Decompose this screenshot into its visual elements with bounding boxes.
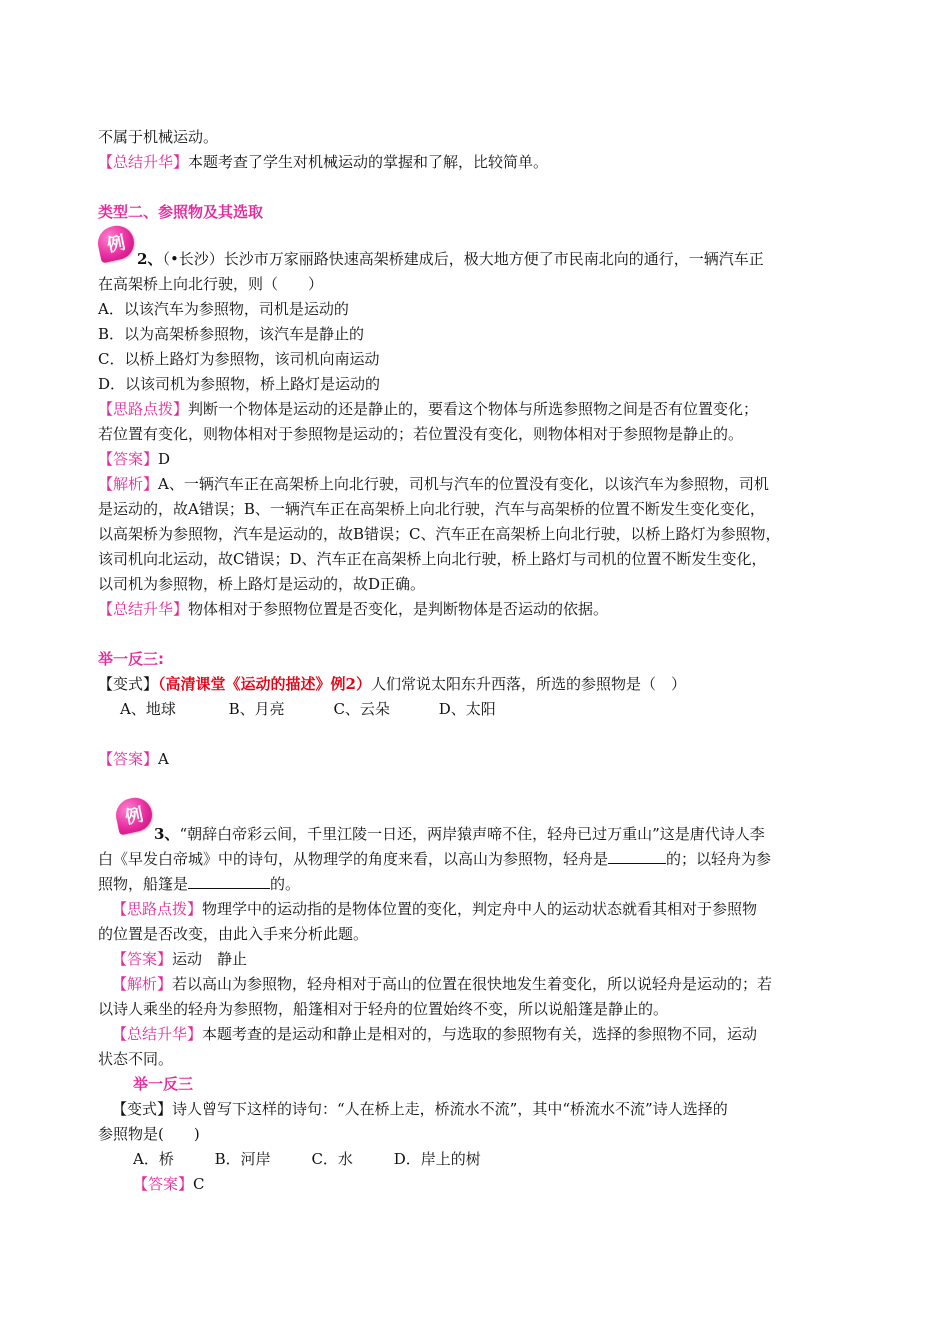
question-line	[98, 873, 300, 895]
analysis-tag: 【解析】	[98, 475, 159, 493]
summary-text: 物体相对于参照物位置是否变化，是判断物体是否运动的依据。	[188, 600, 609, 618]
question-line	[154, 823, 765, 845]
variant-question: 人们常说太阳东升西落，所选的参照物是（ ）	[370, 675, 686, 693]
hint-line	[112, 898, 757, 920]
option-d: D．以该司机为参照物，桥上路灯是运动的	[98, 375, 381, 393]
answer-line	[112, 948, 247, 970]
answer-line	[133, 1173, 205, 1195]
variant-tag: 【变式】	[98, 675, 159, 693]
summary-line	[112, 1023, 757, 1045]
text-line	[98, 126, 218, 148]
analysis-line: 以司机为参照物，桥上路灯是运动的，故D正确。	[98, 575, 426, 593]
summary-text: 本题考查了学生对机械运动的掌握和了解，比较简单。	[188, 153, 549, 171]
answer-text: D	[158, 450, 171, 468]
summary-line: 状态不同。	[98, 1050, 174, 1068]
hint-tag: 【思路点拨】	[98, 400, 189, 418]
question-number: 2、	[137, 250, 163, 268]
question-text: “朝辞白帝彩云间，千里江陵一日还，两岸猿声啼不住，轻舟已过万重山”这是唐代诗人李	[179, 825, 765, 843]
fill-blank[interactable]	[608, 849, 666, 864]
variant-line	[98, 673, 686, 695]
option: C．水	[311, 1150, 353, 1168]
option-b: B．以为高架桥参照物，该汽车是静止的	[98, 325, 365, 343]
option: B．河岸	[214, 1150, 271, 1168]
answer-line	[98, 748, 169, 770]
option: B、月亮	[228, 700, 285, 718]
answer-text: 运动 静止	[172, 950, 248, 968]
answer-tag: 【答案】	[98, 450, 159, 468]
answer-tag: 【答案】	[112, 950, 173, 968]
analysis-line	[112, 973, 772, 995]
variant-source: （高清课堂《运动的描述》例2）	[158, 675, 371, 693]
summary-tag: 【总结升华】	[98, 600, 189, 618]
summary-text: 本题考查的是运动和静止是相对的，与选取的参照物有关，选择的参照物不同，运动	[202, 1025, 758, 1043]
summary-line	[98, 151, 548, 173]
options-line	[133, 1148, 481, 1170]
variant-question: 诗人曾写下这样的诗句：“人在桥上走，桥流水不流”，其中“桥流水不流”诗人选择的	[172, 1100, 728, 1118]
option: A、地球	[120, 700, 176, 718]
analysis-tag: 【解析】	[112, 975, 173, 993]
answer-line	[98, 448, 170, 470]
answer-tag: 【答案】	[133, 1175, 194, 1193]
options-line	[120, 698, 496, 720]
answer-text: A	[158, 750, 169, 768]
variant-line: 参照物是( )	[98, 1125, 200, 1143]
option-c: C．以桥上路灯为参照物，该司机向南运动	[98, 350, 380, 368]
option: D．岸上的树	[393, 1150, 481, 1168]
question-line	[137, 248, 764, 270]
analysis-line: 是运动的，故A错误；B、一辆汽车正在高架桥上向北行驶，汽车与高架桥的位置不断发生变化变化，	[98, 500, 765, 518]
option: D、太阳	[438, 700, 496, 718]
hint-tag: 【思路点拨】	[112, 900, 203, 918]
question-number: 3、	[154, 825, 180, 843]
hint-line	[98, 398, 758, 420]
example-badge-icon: 例	[95, 223, 137, 264]
question-text: 白《早发白帝城》中的诗句，从物理学的角度来看，以高山为参照物，轻舟是	[98, 850, 609, 868]
question-line: 在高架桥上向北行驶，则（ ）	[98, 275, 324, 293]
question-text: 照物，船篷是	[98, 875, 189, 893]
summary-line	[98, 598, 608, 620]
summary-tag: 【总结升华】	[112, 1025, 203, 1043]
summary-tag: 【总结升华】	[98, 153, 189, 171]
variant-tag: 【变式】	[112, 1100, 173, 1118]
question-text: （•长沙）长沙市万家丽路快速高架桥建成后，极大地方便了市民南北向的通行，一辆汽车正	[162, 250, 764, 268]
variant-line	[112, 1098, 728, 1120]
analysis-line: 以诗人乘坐的轻舟为参照物，船篷相对于轻舟的位置始终不变，所以说船篷是静止的。	[98, 1000, 669, 1018]
text: 不属于机械运动。	[98, 128, 219, 146]
analysis-text: A、一辆汽车正在高架桥上向北行驶，司机与汽车的位置没有变化，以该汽车为参照物，司机	[158, 475, 769, 493]
hint-line: 的位置是否改变，由此入手来分析此题。	[98, 925, 369, 943]
question-line	[98, 848, 771, 870]
option: A．桥	[133, 1150, 174, 1168]
fill-blank[interactable]	[188, 874, 270, 889]
question-text: 的；以轻舟为参	[666, 850, 772, 868]
hint-text: 判断一个物体是运动的还是静止的，要看这个物体与所选参照物之间是否有位置变化；	[188, 400, 759, 418]
analysis-line: 以高架桥为参照物，汽车是运动的，故B错误；C、汽车正在高架桥上向北行驶，以桥上路灯为参照物，	[98, 525, 781, 543]
option-a: A．以该汽车为参照物，司机是运动的	[98, 300, 349, 318]
section-heading: 类型二、参照物及其选取	[98, 203, 264, 221]
analysis-line	[98, 473, 769, 495]
practice-heading: 举一反三	[133, 1075, 194, 1093]
answer-tag: 【答案】	[98, 750, 159, 768]
analysis-text: 若以高山为参照物，轻舟相对于高山的位置在很快地发生着变化，所以说轻舟是运动的；若	[172, 975, 773, 993]
example-badge-icon: 例	[113, 795, 155, 836]
option: C、云朵	[333, 700, 390, 718]
hint-text: 物理学中的运动指的是物体位置的变化，判定舟中人的运动状态就看其相对于参照物	[202, 900, 758, 918]
practice-heading: 举一反三:	[98, 650, 164, 668]
answer-text: C	[193, 1175, 205, 1193]
hint-line: 若位置有变化，则物体相对于参照物是运动的；若位置没有变化，则物体相对于参照物是静止的。	[98, 425, 744, 443]
question-text: 的。	[270, 875, 301, 893]
analysis-line: 该司机向北运动，故C错误；D、汽车正在高架桥上向北行驶，桥上路灯与司机的位置不断发生变化，	[98, 550, 767, 568]
